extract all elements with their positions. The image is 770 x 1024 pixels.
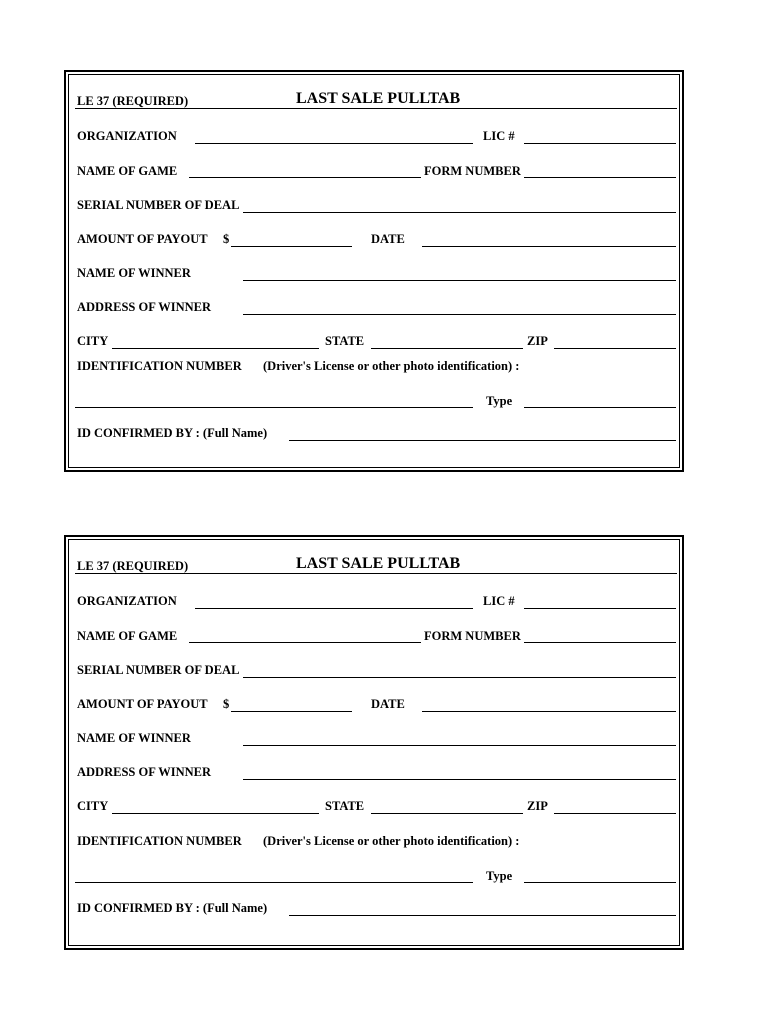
payout-field[interactable] xyxy=(231,246,352,247)
form-number-field[interactable] xyxy=(524,642,676,643)
currency-symbol: $ xyxy=(223,232,230,246)
confirmed-by-label: ID CONFIRMED BY : (Full Name) xyxy=(77,426,268,440)
winner-name-field[interactable] xyxy=(243,280,676,281)
le-required-label: LE 37 (REQUIRED) xyxy=(77,94,189,108)
serial-number-label: SERIAL NUMBER OF DEAL xyxy=(77,663,240,677)
zip-field[interactable] xyxy=(554,813,676,814)
winner-name-label: NAME OF WINNER xyxy=(77,266,191,280)
serial-number-label: SERIAL NUMBER OF DEAL xyxy=(77,198,240,212)
zip-field[interactable] xyxy=(554,348,676,349)
form-number-field[interactable] xyxy=(524,177,676,178)
state-field[interactable] xyxy=(371,813,523,814)
winner-address-field[interactable] xyxy=(243,779,676,780)
form-title: LAST SALE PULLTAB xyxy=(296,555,461,572)
id-number-label: IDENTIFICATION NUMBER xyxy=(77,359,242,373)
header-rule xyxy=(75,573,677,574)
pulltab-form-1 xyxy=(64,70,684,472)
id-note: (Driver's License or other photo identification) : xyxy=(263,834,520,848)
zip-label: ZIP xyxy=(527,334,548,348)
serial-number-field[interactable] xyxy=(243,212,676,213)
type-label: Type xyxy=(486,394,513,408)
state-label: STATE xyxy=(325,334,365,348)
date-field[interactable] xyxy=(422,711,676,712)
game-name-label: NAME OF GAME xyxy=(77,164,178,178)
winner-name-field[interactable] xyxy=(243,745,676,746)
lic-label: LIC # xyxy=(483,129,515,143)
game-name-field[interactable] xyxy=(189,642,421,643)
city-field[interactable] xyxy=(112,348,319,349)
payout-field[interactable] xyxy=(231,711,352,712)
form-number-label: FORM NUMBER xyxy=(424,629,521,643)
serial-number-field[interactable] xyxy=(243,677,676,678)
type-label: Type xyxy=(486,869,513,883)
id-type-field[interactable] xyxy=(524,407,676,408)
id-number-label: IDENTIFICATION NUMBER xyxy=(77,834,242,848)
id-number-field[interactable] xyxy=(75,407,473,408)
confirmed-by-label: ID CONFIRMED BY : (Full Name) xyxy=(77,901,268,915)
date-label: DATE xyxy=(371,697,405,711)
id-type-field[interactable] xyxy=(524,882,676,883)
game-name-label: NAME OF GAME xyxy=(77,629,178,643)
organization-field[interactable] xyxy=(195,608,473,609)
organization-field[interactable] xyxy=(195,143,473,144)
id-note: (Driver's License or other photo identification) : xyxy=(263,359,520,373)
le-required-label: LE 37 (REQUIRED) xyxy=(77,559,189,573)
lic-field[interactable] xyxy=(524,143,676,144)
payout-label: AMOUNT OF PAYOUT xyxy=(77,697,208,711)
organization-label: ORGANIZATION xyxy=(77,594,177,608)
winner-address-label: ADDRESS OF WINNER xyxy=(77,765,212,779)
state-field[interactable] xyxy=(371,348,523,349)
confirmed-by-field[interactable] xyxy=(289,440,676,441)
id-number-field[interactable] xyxy=(75,882,473,883)
pulltab-form-2 xyxy=(64,535,684,950)
form-title: LAST SALE PULLTAB xyxy=(296,90,461,107)
lic-field[interactable] xyxy=(524,608,676,609)
lic-label: LIC # xyxy=(483,594,515,608)
game-name-field[interactable] xyxy=(189,177,421,178)
confirmed-by-field[interactable] xyxy=(289,915,676,916)
payout-label: AMOUNT OF PAYOUT xyxy=(77,232,208,246)
winner-address-field[interactable] xyxy=(243,314,676,315)
state-label: STATE xyxy=(325,799,365,813)
zip-label: ZIP xyxy=(527,799,548,813)
city-field[interactable] xyxy=(112,813,319,814)
city-label: CITY xyxy=(77,334,109,348)
city-label: CITY xyxy=(77,799,109,813)
winner-name-label: NAME OF WINNER xyxy=(77,731,191,745)
organization-label: ORGANIZATION xyxy=(77,129,177,143)
header-rule xyxy=(75,108,677,109)
date-label: DATE xyxy=(371,232,405,246)
date-field[interactable] xyxy=(422,246,676,247)
form-number-label: FORM NUMBER xyxy=(424,164,521,178)
currency-symbol: $ xyxy=(223,697,230,711)
winner-address-label: ADDRESS OF WINNER xyxy=(77,300,212,314)
